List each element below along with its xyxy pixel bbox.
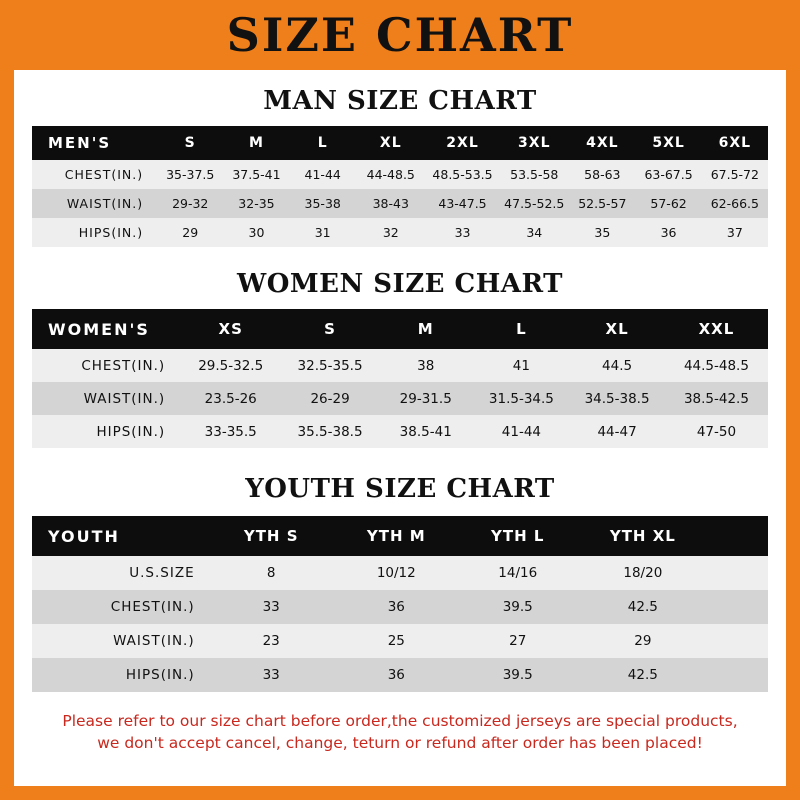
page-title: SIZE CHART <box>226 8 574 62</box>
table-cell: 47-50 <box>696 423 737 440</box>
table-cell: 26-29 <box>310 390 350 407</box>
table-cell: 44.5-48.5 <box>683 357 749 374</box>
row-label: WAIST(IN.) <box>66 196 144 211</box>
table-cell: 29-32 <box>172 196 209 211</box>
man-header-cell: 4XL <box>586 135 619 151</box>
table-cell: 38.5-42.5 <box>683 390 749 407</box>
table-cell: 25 <box>387 633 405 649</box>
table-cell: 63-67.5 <box>644 167 693 182</box>
table-cell-spacer <box>709 590 768 624</box>
table-cell: 34 <box>526 225 543 240</box>
youth-header-spacer <box>709 516 768 556</box>
women-header-cell: M <box>417 320 434 338</box>
table-row <box>32 189 768 218</box>
women-header-cell: XXL <box>698 320 735 338</box>
youth-size-table <box>32 516 768 692</box>
table-cell: 38 <box>417 357 435 374</box>
table-cell: 10/12 <box>376 565 416 581</box>
row-label: HIPS(IN.) <box>96 423 166 440</box>
table-cell: 37.5-41 <box>232 167 281 182</box>
row-label: WAIST(IN.) <box>113 633 195 649</box>
table-cell: 38-43 <box>372 196 409 211</box>
table-cell: 27 <box>509 633 527 649</box>
table-cell: 42.5 <box>627 667 658 683</box>
table-cell: 47.5-52.5 <box>504 196 565 211</box>
table-cell: 43-47.5 <box>438 196 487 211</box>
table-cell: 36 <box>387 599 405 615</box>
page-banner <box>14 0 786 70</box>
table-cell: 8 <box>266 565 276 581</box>
man-header-cell: M <box>248 135 264 151</box>
table-cell: 62-66.5 <box>710 196 759 211</box>
table-row <box>32 160 768 189</box>
table-row <box>32 624 768 658</box>
table-cell: 44.5 <box>602 357 633 374</box>
table-cell: 41-44 <box>304 167 341 182</box>
table-cell: 39.5 <box>502 667 533 683</box>
table-cell-spacer <box>709 556 768 590</box>
table-cell: 38.5-41 <box>399 423 452 440</box>
table-cell: 35-37.5 <box>166 167 215 182</box>
table-cell: 33 <box>262 667 280 683</box>
table-row <box>32 349 768 382</box>
table-cell: 35.5-38.5 <box>297 423 363 440</box>
table-cell: 32.5-35.5 <box>297 357 363 374</box>
man-header-cell: S <box>184 135 196 151</box>
man-header-cell: MEN'S <box>48 134 112 152</box>
table-cell: 32-35 <box>238 196 275 211</box>
chart-content <box>14 86 786 755</box>
row-label: CHEST(IN.) <box>110 599 195 615</box>
table-cell: 36 <box>660 225 677 240</box>
table-cell: 32 <box>382 225 399 240</box>
table-row <box>32 218 768 247</box>
table-cell: 41 <box>512 357 530 374</box>
table-cell: 29 <box>634 633 652 649</box>
table-cell: 23 <box>262 633 280 649</box>
table-cell: 36 <box>387 667 405 683</box>
table-cell-spacer <box>709 658 768 692</box>
man-header-cell: L <box>317 135 328 151</box>
youth-header-cell: YOUTH <box>48 526 120 546</box>
women-header-cell: XL <box>605 320 629 338</box>
man-table-header-row <box>32 126 768 160</box>
row-label: U.S.SIZE <box>129 565 195 581</box>
man-header-cell: 6XL <box>718 135 752 151</box>
row-label: CHEST(IN.) <box>64 167 144 182</box>
row-label: HIPS(IN.) <box>125 667 195 683</box>
table-cell: 35 <box>594 225 611 240</box>
order-notice-line-2: we don't accept cancel, change, teturn or refund after order has been placed! <box>97 734 703 753</box>
table-cell: 39.5 <box>502 599 533 615</box>
table-cell-spacer <box>709 624 768 658</box>
table-cell: 30 <box>248 225 265 240</box>
table-cell: 67.5-72 <box>710 167 759 182</box>
man-header-cell: 5XL <box>652 135 685 151</box>
table-cell: 48.5-53.5 <box>432 167 493 182</box>
table-cell: 35-38 <box>304 196 341 211</box>
women-header-cell: WOMEN'S <box>48 319 150 339</box>
man-section-title: MAN SIZE CHART <box>263 86 537 116</box>
table-cell: 34.5-38.5 <box>584 390 650 407</box>
women-header-cell: XS <box>218 320 243 338</box>
women-size-table <box>32 309 768 448</box>
table-row <box>32 658 768 692</box>
youth-table-header-row <box>32 516 768 556</box>
table-cell: 18/20 <box>623 565 663 581</box>
table-cell: 57-62 <box>650 196 687 211</box>
table-cell: 29.5-32.5 <box>198 357 264 374</box>
youth-section-title: YOUTH SIZE CHART <box>245 474 555 504</box>
table-cell: 42.5 <box>627 599 658 615</box>
women-header-cell: S <box>324 320 336 338</box>
table-cell: 31 <box>314 225 331 240</box>
order-notice-line-1: Please refer to our size chart before order,the customized jerseys are special products, <box>62 712 738 730</box>
table-row <box>32 556 768 590</box>
table-cell: 29 <box>182 225 199 240</box>
table-cell: 33-35.5 <box>204 423 257 440</box>
table-cell: 29-31.5 <box>399 390 452 407</box>
women-table-header-row <box>32 309 768 349</box>
table-cell: 14/16 <box>498 565 538 581</box>
table-cell: 33 <box>454 225 471 240</box>
youth-header-cell: YTH S <box>243 527 299 545</box>
row-label: HIPS(IN.) <box>78 225 144 240</box>
table-cell: 33 <box>262 599 280 615</box>
women-section-title: WOMEN SIZE CHART <box>237 269 563 299</box>
table-cell: 58-63 <box>584 167 621 182</box>
table-cell: 44-47 <box>597 423 637 440</box>
man-header-cell: 3XL <box>518 135 551 151</box>
man-header-cell: XL <box>379 135 402 151</box>
table-cell: 31.5-34.5 <box>488 390 554 407</box>
man-size-table <box>32 126 768 247</box>
order-notice <box>38 710 762 755</box>
table-row <box>32 590 768 624</box>
youth-header-cell: YTH M <box>366 527 426 545</box>
youth-header-cell: YTH XL <box>609 527 676 545</box>
table-cell: 37 <box>726 225 743 240</box>
table-row <box>32 382 768 415</box>
table-cell: 41-44 <box>501 423 542 440</box>
man-header-cell: 2XL <box>446 135 479 151</box>
table-cell: 52.5-57 <box>578 196 627 211</box>
table-cell: 44-48.5 <box>366 167 415 182</box>
row-label: WAIST(IN.) <box>83 390 166 407</box>
table-cell: 23.5-26 <box>204 390 257 407</box>
table-row <box>32 415 768 448</box>
women-header-cell: L <box>516 320 527 338</box>
youth-header-cell: YTH L <box>491 527 545 545</box>
row-label: CHEST(IN.) <box>81 357 166 374</box>
table-cell: 53.5-58 <box>510 167 559 182</box>
